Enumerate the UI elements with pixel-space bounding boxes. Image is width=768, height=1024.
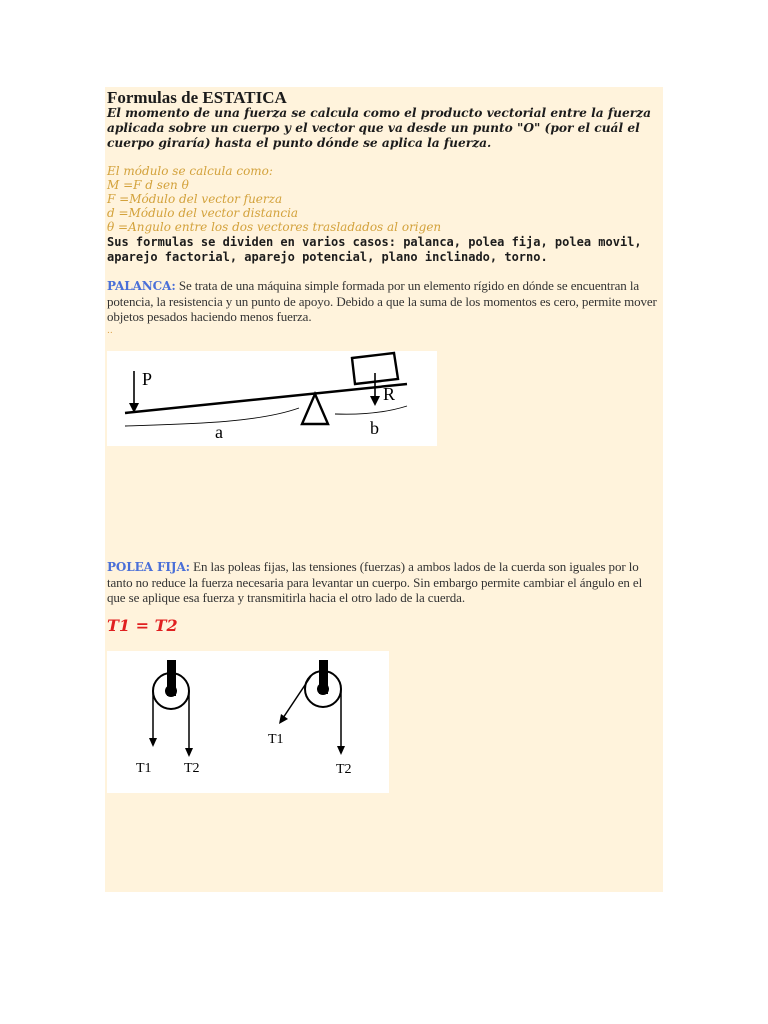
- lever-diagram: [107, 351, 437, 446]
- polea-fija-paragraph: [107, 559, 663, 605]
- polea-fija-keyword: POLEA FIJA:: [107, 560, 190, 574]
- lever-beam: [125, 384, 407, 413]
- ellipsis-mark: ..: [107, 326, 113, 336]
- right-label-t2: T2: [336, 762, 352, 777]
- cases-paragraph: Sus formulas se dividen en varios casos: palanca, polea fija, polea movil, aparejo factorial, aparejo potencial, plano inclinado, torno.: [107, 235, 642, 264]
- formula-line: F =Módulo del vector fuerza: [107, 192, 283, 206]
- label-p: P: [142, 369, 153, 389]
- page-title: Formulas de ESTATICA: [107, 88, 287, 107]
- right-pulley: [279, 660, 345, 755]
- left-label-t2: T2: [184, 761, 200, 776]
- palanca-keyword: PALANCA:: [107, 279, 176, 293]
- lever-figure: [107, 351, 437, 446]
- palanca-paragraph: [107, 278, 663, 324]
- formula-list: [107, 164, 657, 234]
- label-r: R: [383, 384, 396, 404]
- pulley-diagram: [107, 651, 389, 793]
- label-b: b: [370, 418, 379, 438]
- formula-line: M =F d sen θ: [107, 178, 189, 192]
- palanca-text: Se trata de una máquina simple formada por un elemento rígido en dónde se encuentran la potencia, la resistencia y un punto de apoyo. Debido a que la suma de los momentos es cero, permite mover objetos pesados haciendo menos fuerza.: [107, 278, 657, 324]
- intro-paragraph: El momento de una fuerza se calcula como el producto vectorial entre la fuerza aplicada sobre un cuerpo y el vector que va desde un punto "O" (por el cuál el cuerpo giraría) hasta el punto dónde se aplica la fuerza.: [107, 106, 651, 150]
- force-r-arrow: [370, 373, 380, 406]
- tension-equation: T1 = T2: [107, 616, 178, 635]
- brace-b: [335, 406, 407, 414]
- force-p-arrow: [129, 371, 139, 413]
- formula-line: d =Módulo del vector distancia: [107, 206, 299, 220]
- left-pulley: [149, 660, 193, 757]
- formula-line: El módulo se calcula como:: [107, 164, 273, 178]
- left-label-t1: T1: [136, 761, 152, 776]
- polea-fija-text: En las poleas fijas, las tensiones (fuerzas) a ambos lados de la cuerda son iguales por lo tanto no reduce la fuerza necesaria para levantar un cuerpo. Sin embargo permite cambiar el ángulo en el que se aplique esa fuerza y transmitirla hacia el otro lado de la cuerda.: [107, 559, 643, 605]
- fulcrum-triangle: [302, 394, 328, 424]
- right-label-t1: T1: [268, 732, 284, 747]
- label-a: a: [215, 422, 223, 442]
- formula-line: θ =Angulo entre los dos vectores trasladados al origen: [107, 220, 442, 234]
- pulley-figure: [107, 651, 389, 793]
